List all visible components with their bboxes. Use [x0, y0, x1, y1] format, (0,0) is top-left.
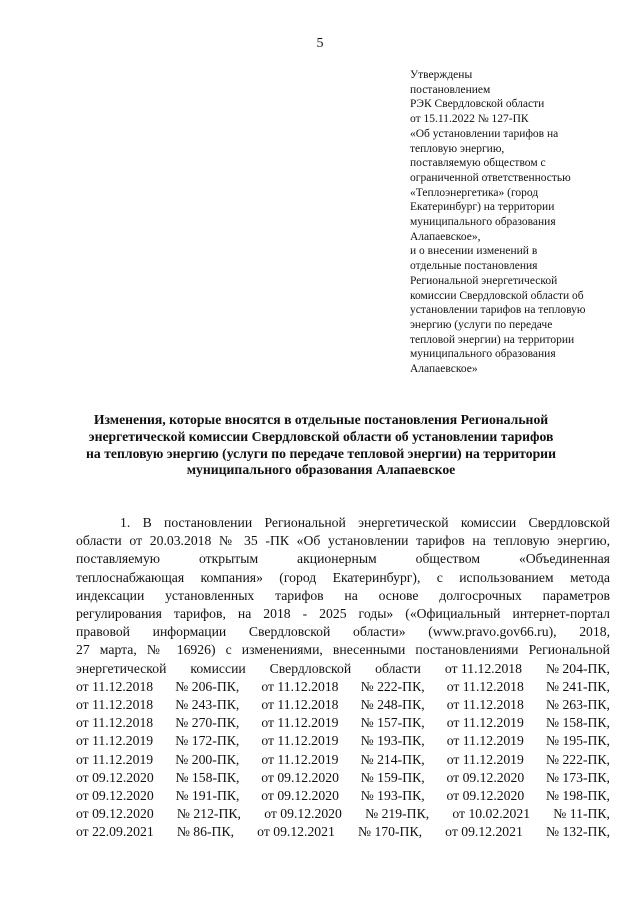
body-word: № 206-ПК, [175, 678, 240, 694]
body-word: обществом [415, 551, 481, 567]
approval-line: постановлением [410, 83, 491, 96]
body-word: поставляемую [76, 551, 161, 567]
body-line [76, 514, 610, 532]
body-word: установленных [165, 587, 255, 603]
page-number: 5 [316, 36, 324, 51]
body-word: комиссии [190, 660, 246, 676]
body-paragraph [76, 514, 610, 842]
approval-line: установлении тарифов на тепловую [410, 304, 586, 317]
title-line: Изменения, которые вносятся в отдельные постановления Региональной [93, 412, 549, 427]
body-word: правовой информации Свердловской области» (www.pravo.gov66.ru), 2018, [76, 624, 610, 640]
body-word: № 158-ПК, [175, 769, 240, 785]
body-word: от 11.12.2018 [261, 697, 339, 713]
body-word: от 10.02.2021 [452, 806, 531, 822]
body-word: № 243-ПК, [175, 697, 240, 713]
body-word: № 270-ПК, [175, 715, 240, 731]
body-word: № 222-ПК, [545, 751, 610, 767]
body-line [76, 587, 610, 605]
body-line [76, 714, 610, 732]
body-word: № 170-ПК, [357, 824, 422, 840]
body-word: от 11.12.2018 [76, 715, 154, 731]
body-word: от 09.12.2021 [257, 824, 335, 840]
body-line [76, 641, 610, 659]
body-line [76, 696, 610, 714]
body-word: 1. [120, 515, 131, 530]
body-word: от 09.12.2020 [261, 769, 339, 785]
body-word: № 86-ПК, [176, 824, 234, 840]
approval-line: «Теплоэнергетика» (город [410, 186, 539, 199]
body-word: № 172-ПК, [175, 733, 240, 749]
approval-line: Региональной энергетической [410, 274, 558, 287]
body-word: долгосрочных [439, 587, 522, 603]
body-word: от 09.12.2020 [76, 769, 154, 785]
body-line [76, 732, 610, 750]
body-line [76, 769, 610, 787]
body-word: области [375, 660, 421, 676]
body-word: 27 марта, № 16926) с изменениями, внесенными постановлениями Региональной [76, 642, 610, 658]
approval-line: комиссии Свердловской области об [410, 289, 584, 302]
body-word: № 212-ПК, [176, 806, 241, 822]
body-word: от 09.12.2021 [445, 824, 523, 840]
body-word: от 11.12.2018 [446, 678, 524, 694]
title-line: муниципального образования Алапаевское [186, 462, 456, 478]
body-word: № 241-ПК, [545, 678, 610, 694]
approval-line: тепловую энергию, [410, 142, 505, 155]
body-word: основе [378, 587, 419, 603]
body-word: Свердловской [269, 660, 352, 676]
approval-line: Утверждены [410, 69, 473, 81]
body-word: постановлении [164, 515, 253, 530]
body-word: от 09.12.2020 [76, 806, 154, 822]
body-word: от 22.09.2021 [76, 824, 154, 840]
body-word: от 09.12.2020 [261, 788, 339, 804]
body-word: № 193-ПК, [360, 788, 425, 804]
body-word: от 11.12.2018 [446, 697, 524, 713]
body-word: Свердловской [528, 515, 610, 530]
body-word: от 11.12.2019 [76, 751, 154, 767]
body-word: тарифов [275, 587, 324, 603]
approval-line: Алапаевское», [410, 230, 481, 243]
body-word: от 11.12.2018 [76, 697, 154, 713]
approval-line: и о внесении изменений в [410, 245, 538, 258]
body-word: от 11.12.2019 [261, 751, 339, 767]
approval-line: муниципального образования [410, 216, 556, 229]
body-word: от 11.12.2019 [446, 715, 524, 731]
body-word: № 159-ПК, [360, 769, 425, 785]
body-word: регулирования тарифов, на 2018 - 2025 годы» («Официальный интернет-портал [76, 606, 610, 622]
body-word: от 09.12.2020 [76, 788, 154, 804]
body-word: № 219-ПК, [365, 806, 430, 822]
body-word: № 157-ПК, [360, 715, 425, 731]
body-word: акционерным [297, 551, 377, 567]
body-word: энергетической [358, 515, 449, 530]
body-line [76, 550, 610, 568]
body-word: Региональной [264, 515, 346, 530]
body-line [76, 532, 610, 550]
body-line [76, 805, 610, 823]
body-line [76, 787, 610, 805]
body-word: № 198-ПК, [545, 788, 610, 804]
body-word: № 222-ПК, [360, 678, 425, 694]
body-word: № 132-ПК, [545, 824, 610, 840]
approval-line: ограниченной ответственностью [410, 171, 571, 184]
body-line [76, 660, 610, 678]
body-word: от 11.12.2019 [446, 751, 524, 767]
body-word: индексации [76, 587, 145, 603]
body-word: № 263-ПК, [545, 697, 610, 713]
approval-line: от 15.11.2022 № 127-ПК [410, 113, 529, 126]
body-word: параметров [542, 587, 610, 603]
body-word: № 11-ПК, [553, 806, 610, 822]
body-word: от 11.12.2019 [446, 733, 524, 749]
body-word: № 248-ПК, [360, 697, 425, 713]
body-word: № 200-ПК, [175, 751, 240, 767]
body-word: от 11.12.2018 [261, 678, 339, 694]
body-word: от 11.12.2019 [76, 733, 154, 749]
body-line [76, 678, 610, 696]
body-line [76, 569, 610, 587]
body-word: от 11.12.2019 [261, 715, 339, 731]
title-line: на тепловую энергию (услуги по передаче тепловой энергии) на территории [86, 445, 556, 461]
body-line [76, 605, 610, 623]
body-word: «Объединенная [518, 551, 610, 567]
body-word: комиссии [460, 515, 517, 530]
approval-line: тепловой энергии) на территории [410, 333, 575, 346]
body-word: области от 20.03.2018 № 35 -ПК «Об установлении тарифов на тепловую энергию, [76, 533, 610, 549]
body-word: от 11.12.2018 [444, 660, 522, 676]
body-word: № 214-ПК, [360, 751, 425, 767]
approval-line: РЭК Свердловской области [410, 98, 545, 111]
body-word: от 09.12.2020 [264, 806, 342, 822]
approval-block [410, 68, 622, 377]
body-word: энергетической [76, 660, 167, 676]
body-word: открытым [198, 551, 259, 567]
body-word: № 195-ПК, [545, 733, 610, 749]
body-line [76, 751, 610, 769]
approval-line: «Об установлении тарифов на [410, 127, 559, 140]
body-word: № 191-ПК, [175, 788, 240, 804]
body-line [76, 823, 610, 841]
approval-line: Екатеринбург) на территории [410, 201, 555, 214]
approval-line: поставляемую обществом с [410, 157, 546, 170]
document-title [60, 412, 582, 479]
body-word: от 11.12.2018 [76, 678, 154, 694]
body-word: на [344, 587, 358, 603]
approval-line: муниципального образования [410, 348, 556, 361]
approval-line: Алапаевское» [410, 363, 478, 376]
body-word: от 11.12.2019 [261, 733, 339, 749]
body-word: № 158-ПК, [545, 715, 610, 731]
body-word: № 204-ПК, [545, 660, 610, 676]
approval-line: отдельные постановления [410, 260, 538, 273]
body-word: теплоснабжающая компания» (город Екатеринбург), с использованием метода [76, 569, 610, 585]
body-word: № 173-ПК, [545, 769, 610, 785]
body-word: В [142, 515, 152, 530]
body-word: от 09.12.2020 [446, 788, 525, 804]
body-word: от 09.12.2020 [446, 769, 525, 785]
body-word: № 193-ПК, [360, 733, 425, 749]
body-line [76, 623, 610, 641]
title-line: энергетической комиссии Свердловской области об установлении тарифов [88, 428, 554, 444]
approval-line: энергию (услуги по передаче [410, 318, 553, 331]
